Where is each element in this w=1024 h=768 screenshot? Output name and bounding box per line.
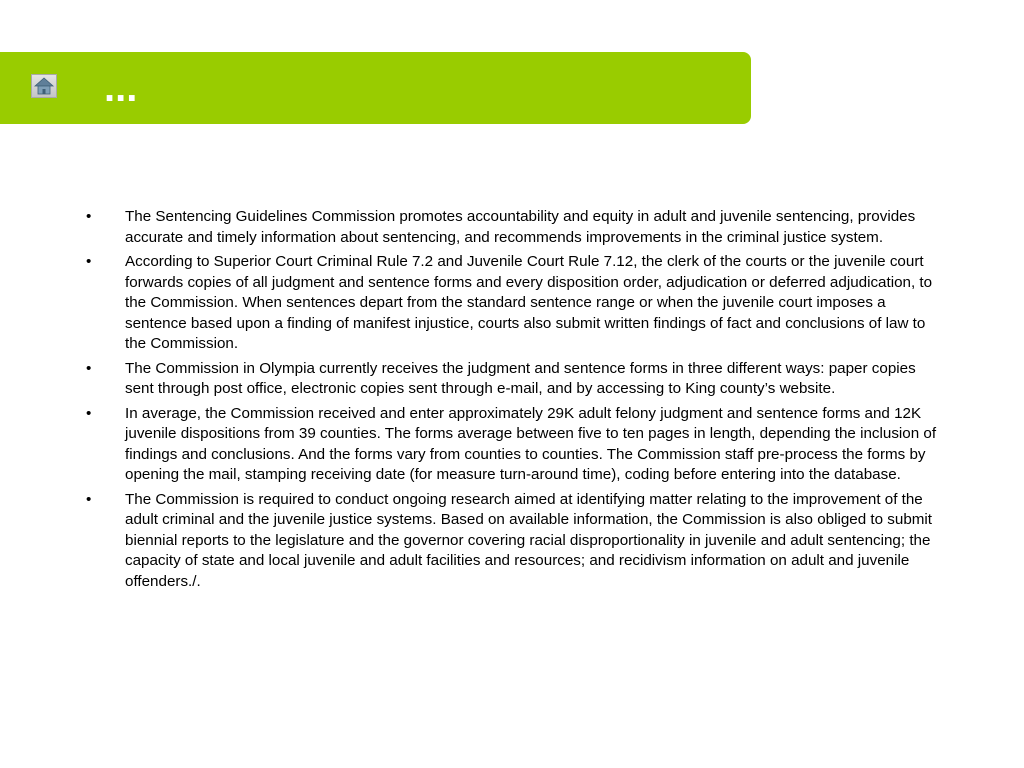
home-button[interactable] xyxy=(31,74,57,98)
bullet-item: • The Sentencing Guidelines Commission promotes accountability and equity in adult and juvenile sentencing, provides accurate and timely information about sentencing, and recommends improvements in the criminal justice system. xyxy=(86,207,946,248)
bullet-item: • According to Superior Court Criminal Rule 7.2 and Juvenile Court Rule 7.12, the clerk of the courts or the juvenile court forwards copies of all judgment and sentence forms and every disposition order, adjudication or deferred adjudication, to the Commission. When sentences depart from the standard sentence range or when the juvenile court imposes a sentence based upon a finding of manifest injustice, courts also submit written findings of fact and conclusions of law to the Commission. xyxy=(86,252,946,355)
bullet-item: • The Commission is required to conduct ongoing research aimed at identifying matter relating to the improvement of the adult criminal and the juvenile justice systems. Based on available information, the Commission is also obliged to submit biennial reports to the legislature and the governor covering racial disproportionality in juvenile and adult sentencing; the capacity of state and local juvenile and adult facilities and resources; and recidivism information on adult and juvenile offenders./. xyxy=(86,490,946,593)
title-bar xyxy=(0,52,751,124)
bullet-item: • The Commission in Olympia currently receives the judgment and sentence forms in three different ways: paper copies sent through post office, electronic copies sent through e-mail, and by accessing to King county’s website. xyxy=(86,359,946,400)
slide-title: ... xyxy=(104,66,138,110)
bullet-list xyxy=(86,207,946,596)
bullet-item: • In average, the Commission received and enter approximately 29K adult felony judgment and sentence forms and 12K juvenile dispositions from 39 counties. The forms average between five to ten pages in length, depending the inclusion of findings and conclusions. And the forms vary from counties to counties. The Commission staff pre-process the forms by opening the mail, stamping receiving date (for measure turn-around time), coding before entering into the database. xyxy=(86,404,946,486)
home-icon xyxy=(32,75,56,97)
